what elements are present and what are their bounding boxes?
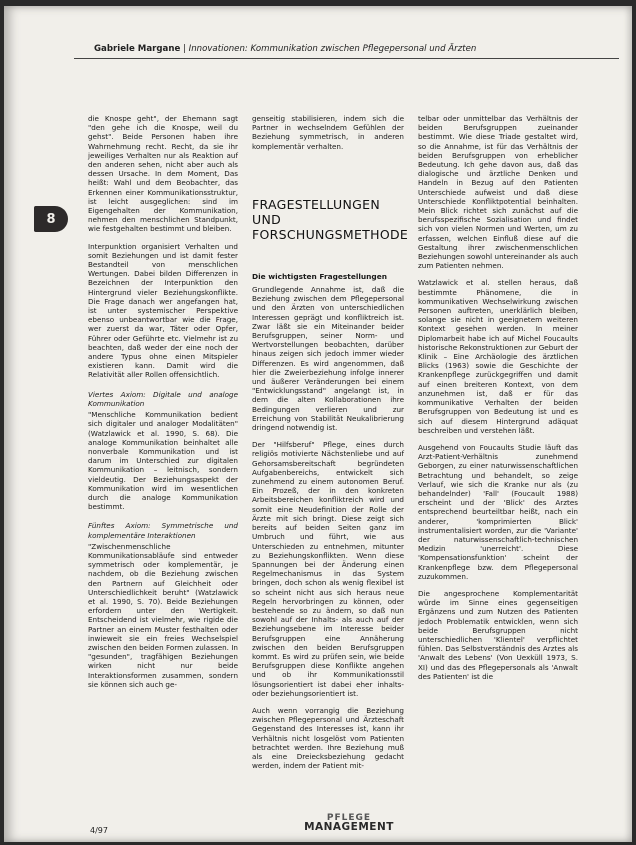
paragraph: die Knospe geht", der Ehemann sagt "den gehe ich die Knospe, weil du gehst". Beide Personen haben ihre Wahrnehmung recht. Recht, da sie ihr jeweiliges Verhalten nur als Reaktion auf den anderen sehen, nicht aber auch als dessen Ursache. In dem Moment, Das heißt: Wahl und dem Beobachter, das Erkennen einer Kommunikationsstruktur, ist leicht ausgeglichen: sind im Eigengehalten der Kommunikation, nehmen den menschlichen Standpunkt, wie festgehalten bestimmt und bleiben. <box>88 114 238 234</box>
header-title: Innovationen: Kommunikation zwischen Pflegepersonal und Ärzten <box>188 44 477 54</box>
paragraph: Auch wenn vorrangig die Beziehung zwischen Pflegepersonal und Ärzteschaft Gegenstand des Interesses ist, kann ihr Verhältnis nicht losgelöst vom Patienten betrachtet werden. Ihre Beziehung muß als eine Dreiecksbeziehung gedacht werden, indem der Patient mit- <box>252 705 404 771</box>
section-title: FRAGESTELLUNGEN UND FORSCHUNGSMETHODE <box>252 196 409 242</box>
header-rule <box>74 58 619 59</box>
page-number: 4/97 <box>90 826 108 835</box>
subheading: Viertes Axiom: Digitale und analoge Kommunikation <box>88 389 238 408</box>
paragraph: "Menschliche Kommunikation bedient sich digitaler und analoger Modalitäten" (Watzlawick et al. 1990, S. 68). Die analoge Kommunikation beinhaltet alle nonverbale Kommunikation und ist darum im Unterschied zur digitalen Kommunikation – leitnisch, sondern vieldeutig. Der Beziehungsaspekt der Kommunikation wird im wesentlichen durch die analoge Kommunikation bestimmt. <box>88 410 238 512</box>
text-column-3 <box>418 114 578 689</box>
logo-line-1: PFLEGE <box>326 813 372 823</box>
subheading: Die wichtigsten Fragestellungen <box>252 271 388 281</box>
paragraph: Ausgehend von Foucaults Studie läuft das Arzt-Patient-Verhältnis zunehmend Geborgen, zu einer naturwissenschaftlichen Betrachtung und behandelt, so zeige Verlauf, wie sich die Kranke nur als (zu behandelnder) 'Fall' (Foucault 1988) erscheint und der 'Blick' des Arztes entsprechend beurteiltbar heißt, nach ein anderer, 'komprimierten Blick' instrumentalisiert worden, zur die 'Variante' der naturwissenschaftlich-technischen Medizin 'unerreicht'. Diese 'Kompensationsfunktion' scheint der Krankenpflege bzw. dem Pflegepersonal zuzukommen. <box>418 442 578 581</box>
running-header <box>94 44 614 54</box>
chapter-tab-badge: 8 <box>34 206 68 232</box>
paragraph: Grundlegende Annahme ist, daß die Beziehung zwischen dem Pflegepersonal und den Ärzten von unterschiedlichen Interessen geprägt und konfliktreich ist. Zwar läßt sie ein Miteinander beider Berufsgruppen, seiner Norm- und Wertvorstellungen beobachten, darüber hinaus zeigen sich jedoch immer wieder Differenzen. Es wird angenommen, daß hier die Zweierbeziehung infolge innerer und äußerer Veränderungen bei einem "Entwicklungsstand" angelangt ist, in dem die alten Kollaborationen ihre Bedingungen verlieren und zur Erreichung von Stabilität Neukalibrierung dringend notwendig ist. <box>252 285 404 433</box>
text-column-1 <box>88 114 238 697</box>
paragraph: "Zwischenmenschliche Kommunikationsabläufe sind entweder symmetrisch oder komplementär, je nachdem, ob die Beziehung zwischen den Partnern auf Gleichheit oder Unterschiedlichkeit beruht" (Watzlawick et al. 1990, S. 70). Beide Beziehungen erfordern unter den Wertigkeit. Entscheidend ist vielmehr, wie rigide die Partner an einem Muster festhalten oder inwieweit sie ein freies Wechselspiel zwischen den beiden Formen zulassen. In "gesunden", tragfähigen Beziehungen wirken nicht nur beide Interaktionsformen zusammen, sondern sie können sich auch ge- <box>88 541 238 689</box>
paragraph: Die angesprochene Komplementarität würde im Sinne eines gegenseitigen Ergänzens und zum Nutzen des Patienten jedoch Problematik entwicklen, wenn sich beide Berufsgruppen nicht unterschiedlichen 'Klientel' verpflichtet fühlen. Das Selbstverständnis des Arztes als 'Anwalt des Lebens' (Von Uexküll 1973, S. XI) und das des Pflegepersonals als 'Anwalt des Patienten' ist die <box>418 588 578 681</box>
logo-line-2: MANAGEMENT <box>304 821 394 833</box>
magazine-logo <box>304 814 394 832</box>
subheading: Fünftes Axiom: Symmetrische und komplementäre Interaktionen <box>88 521 238 540</box>
paragraph: telbar oder unmittelbar das Verhältnis der beiden Berufsgruppen zueinander bestimmt. Wie diese Triade gestaltet wird, so die Annahme, ist für das Verhältnis der beiden Berufsgruppen von erheblicher Bedeutung. Ich gehe davon aus, daß das dialogische und ärztliche Denken und Handeln in Bezug auf den Patienten Unterschiede aufweist und daß diese Unterschiede Konfliktpotential beinhalten. Mein Blick richtet sich zunächst auf die berufsspezifische Sozialisation und findet sich von vielen Normen und Werten, um zu erfassen, welchen Einfluß diese auf die Gestaltung ihrer zwischenmenschlichen Beziehungen sowohl untereinander als auch zum Patienten nehmen. <box>418 114 578 271</box>
text-column-2 <box>252 114 409 778</box>
header-separator: | <box>183 44 189 54</box>
document-page <box>4 6 632 842</box>
paragraph: Der "Hilfsberuf" Pflege, eines durch religiös motivierte Nächstenliebe und auf Gehorsamsbereitschaft begründeten Aufgabenbereichs, entwickelt sich zunehmend zu einem autonomen Beruf. Ein Prozeß, der in den konkreten Arbeitsbereichen konfliktreich wird und somit eine Neudefinition der Rolle der Ärzte mit sich bringt. Diese zeigt sich bereits auf beiden Seiten ganz im Umbruch und führt, wie aus Unterschieden zu entnehmen, mitunter zu Beziehungskonflikten. Wenn diese Spannungen bei der Änderung einen Regelmechanismus in das System bringen, doch schon als wenig flexibel ist so scheint nicht aus sich heraus neue Regeln hervorbringen zu können, oder bestehende so zu ändern, so daß nun sowohl auf der Inhalts- als auch auf der Beziehungsebene im Interesse beider Berufsgruppen eine Annäherung zwischen den beiden Berufsgruppen kommt. Es wird zu prüfen sein, wie beide Berufsgruppen diese Konflikte angehen und ob ihr Kommunikationsstil lösungsorientiert ist dabei eher inhalts- oder beziehungsorientiert ist. <box>252 440 404 698</box>
paragraph: Interpunktion organisiert Verhalten und somit Beziehungen und ist damit fester Bestandteil von menschlichen Wertungen. Dabei bilden Differenzen in Bezeichnen der Interpunktion den Hintergrund vieler Beziehungskonflikte. Die Frage danach wer angefangen hat, ist unter systemischer Perspektive ebenso unbeantwortbar wie die Frage, wer zuerst da war, Täter oder Opfer, Führer oder Geführte etc. Vielmehr ist zu beachten, daß weder der eine noch der andere Typus ohne einen Mitspieler existieren kann. Damit wird die Relativität aller Rollen offensichtlich. <box>88 241 238 380</box>
paragraph: Watzlawick et al. stellen heraus, daß bestimmte Phänomene, die in kommunikativen Wechselwirkung zwischen Personen auftreten, unerklärlich bleiben, solange sie nicht in geeignetem weiteren Kontext gesehen werden. In meiner Diplomarbeit habe ich auf Michel Foucaults historische Rekonstruktionen zur Geburt der Klinik – Eine Archäologie des ärztlichen Blicks (1963) sowie die Geschichte der Krankenpflege zurückgegriffen und damit auf einen breiteren Kontext, von dem anzunehmen ist, daß er für das kommunikative Verhalten der beiden Berufsgruppen von Bedeutung ist und es sich auf diesem Hintergrund adäquat beschreiben und verstehen läßt. <box>418 278 578 435</box>
paragraph: genseitig stabilisieren, indem sich die Partner in wechselndem Gefühlen der Beziehung symmetrisch, in anderen komplementär verhalten. <box>252 114 404 151</box>
header-author: Gabriele Margane <box>94 44 181 54</box>
